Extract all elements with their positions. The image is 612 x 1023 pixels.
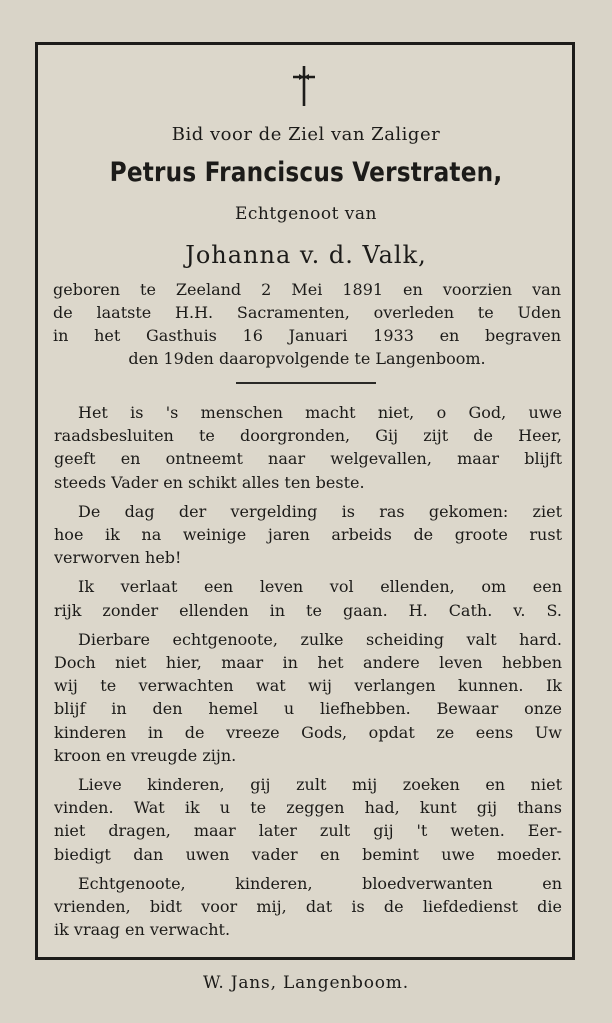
birth-death-details bbox=[53, 278, 561, 370]
text-line: Lieve kinderen, gij zult mij zoeken en niet bbox=[78, 775, 562, 795]
spouse-name: Johanna v. d. Valk, bbox=[185, 241, 427, 269]
text-line: kinderen in de vreeze Gods, opdat ze eens Uw bbox=[54, 722, 562, 742]
text-line: Echtgenoote, kinderen, bloedverwanten en bbox=[78, 873, 562, 893]
text-line: blijf in den hemel u liefhebben. Bewaar onze bbox=[54, 699, 562, 719]
text-line: De dag der vergelding is ras gekomen: ziet bbox=[78, 501, 562, 521]
deceased-name: Petrus Franciscus Verstraten, bbox=[109, 157, 503, 188]
cross-icon bbox=[289, 64, 319, 108]
paragraph bbox=[54, 773, 562, 866]
text-line: biedigt dan uwen vader en bemint uwe moeder. bbox=[54, 844, 562, 864]
prayer-intro: Bid voor de Ziel van Zaliger bbox=[171, 124, 441, 145]
printer-imprint: W. Jans, Langenboom. bbox=[203, 973, 409, 993]
paragraph bbox=[54, 872, 562, 942]
paragraph bbox=[54, 500, 562, 570]
text-line: vinden. Wat ik u te zeggen had, kunt gij thans bbox=[54, 798, 562, 818]
text-line: wij te verwachten wat wij verlangen kunnen. Ik bbox=[54, 676, 562, 696]
paragraph bbox=[54, 628, 562, 767]
detail-line: de laatste H.H. Sacramenten, overleden te Uden bbox=[53, 303, 561, 322]
prayer-text bbox=[54, 401, 562, 947]
text-line: ik vraag en verwacht. bbox=[54, 920, 231, 940]
divider bbox=[236, 382, 376, 384]
text-line: Het is 's menschen macht niet, o God, uwe bbox=[78, 403, 562, 422]
text-line: vrienden, bidt voor mij, dat is de liefdedienst die bbox=[54, 897, 562, 917]
detail-line: den 19den daaropvolgende te Langenboom. bbox=[128, 349, 486, 368]
text-line: Dierbare echtgenoote, zulke scheiding valt hard. bbox=[78, 629, 562, 649]
text-line: Ik verlaat een leven vol ellenden, om een bbox=[78, 577, 562, 597]
text-line: kroon en vreugde zijn. bbox=[54, 745, 237, 765]
paragraph bbox=[54, 575, 562, 621]
text-line: verworven heb! bbox=[54, 548, 182, 568]
paragraph bbox=[54, 401, 562, 494]
text-line: Doch niet hier, maar in het andere leven hebben bbox=[54, 653, 562, 673]
spouse-intro: Echtgenoot van bbox=[235, 204, 377, 224]
text-line: steeds Vader en schikt alles ten beste. bbox=[54, 472, 365, 492]
text-line: rijk zonder ellenden in te gaan. H. Cath. v. S. bbox=[54, 600, 562, 620]
text-line: raadsbesluiten te doorgronden, Gij zijt de Heer, bbox=[54, 426, 562, 446]
text-line: niet dragen, maar later zult gij 't weten. Eer- bbox=[54, 821, 562, 841]
detail-line: in het Gasthuis 16 Januari 1933 en begraven bbox=[53, 326, 561, 345]
text-line: hoe ik na weinige jaren arbeids de groote rust bbox=[54, 525, 562, 545]
detail-line: geboren te Zeeland 2 Mei 1891 en voorzien van bbox=[53, 280, 561, 299]
text-line: geeft en ontneemt naar welgevallen, maar blijft bbox=[54, 449, 562, 469]
